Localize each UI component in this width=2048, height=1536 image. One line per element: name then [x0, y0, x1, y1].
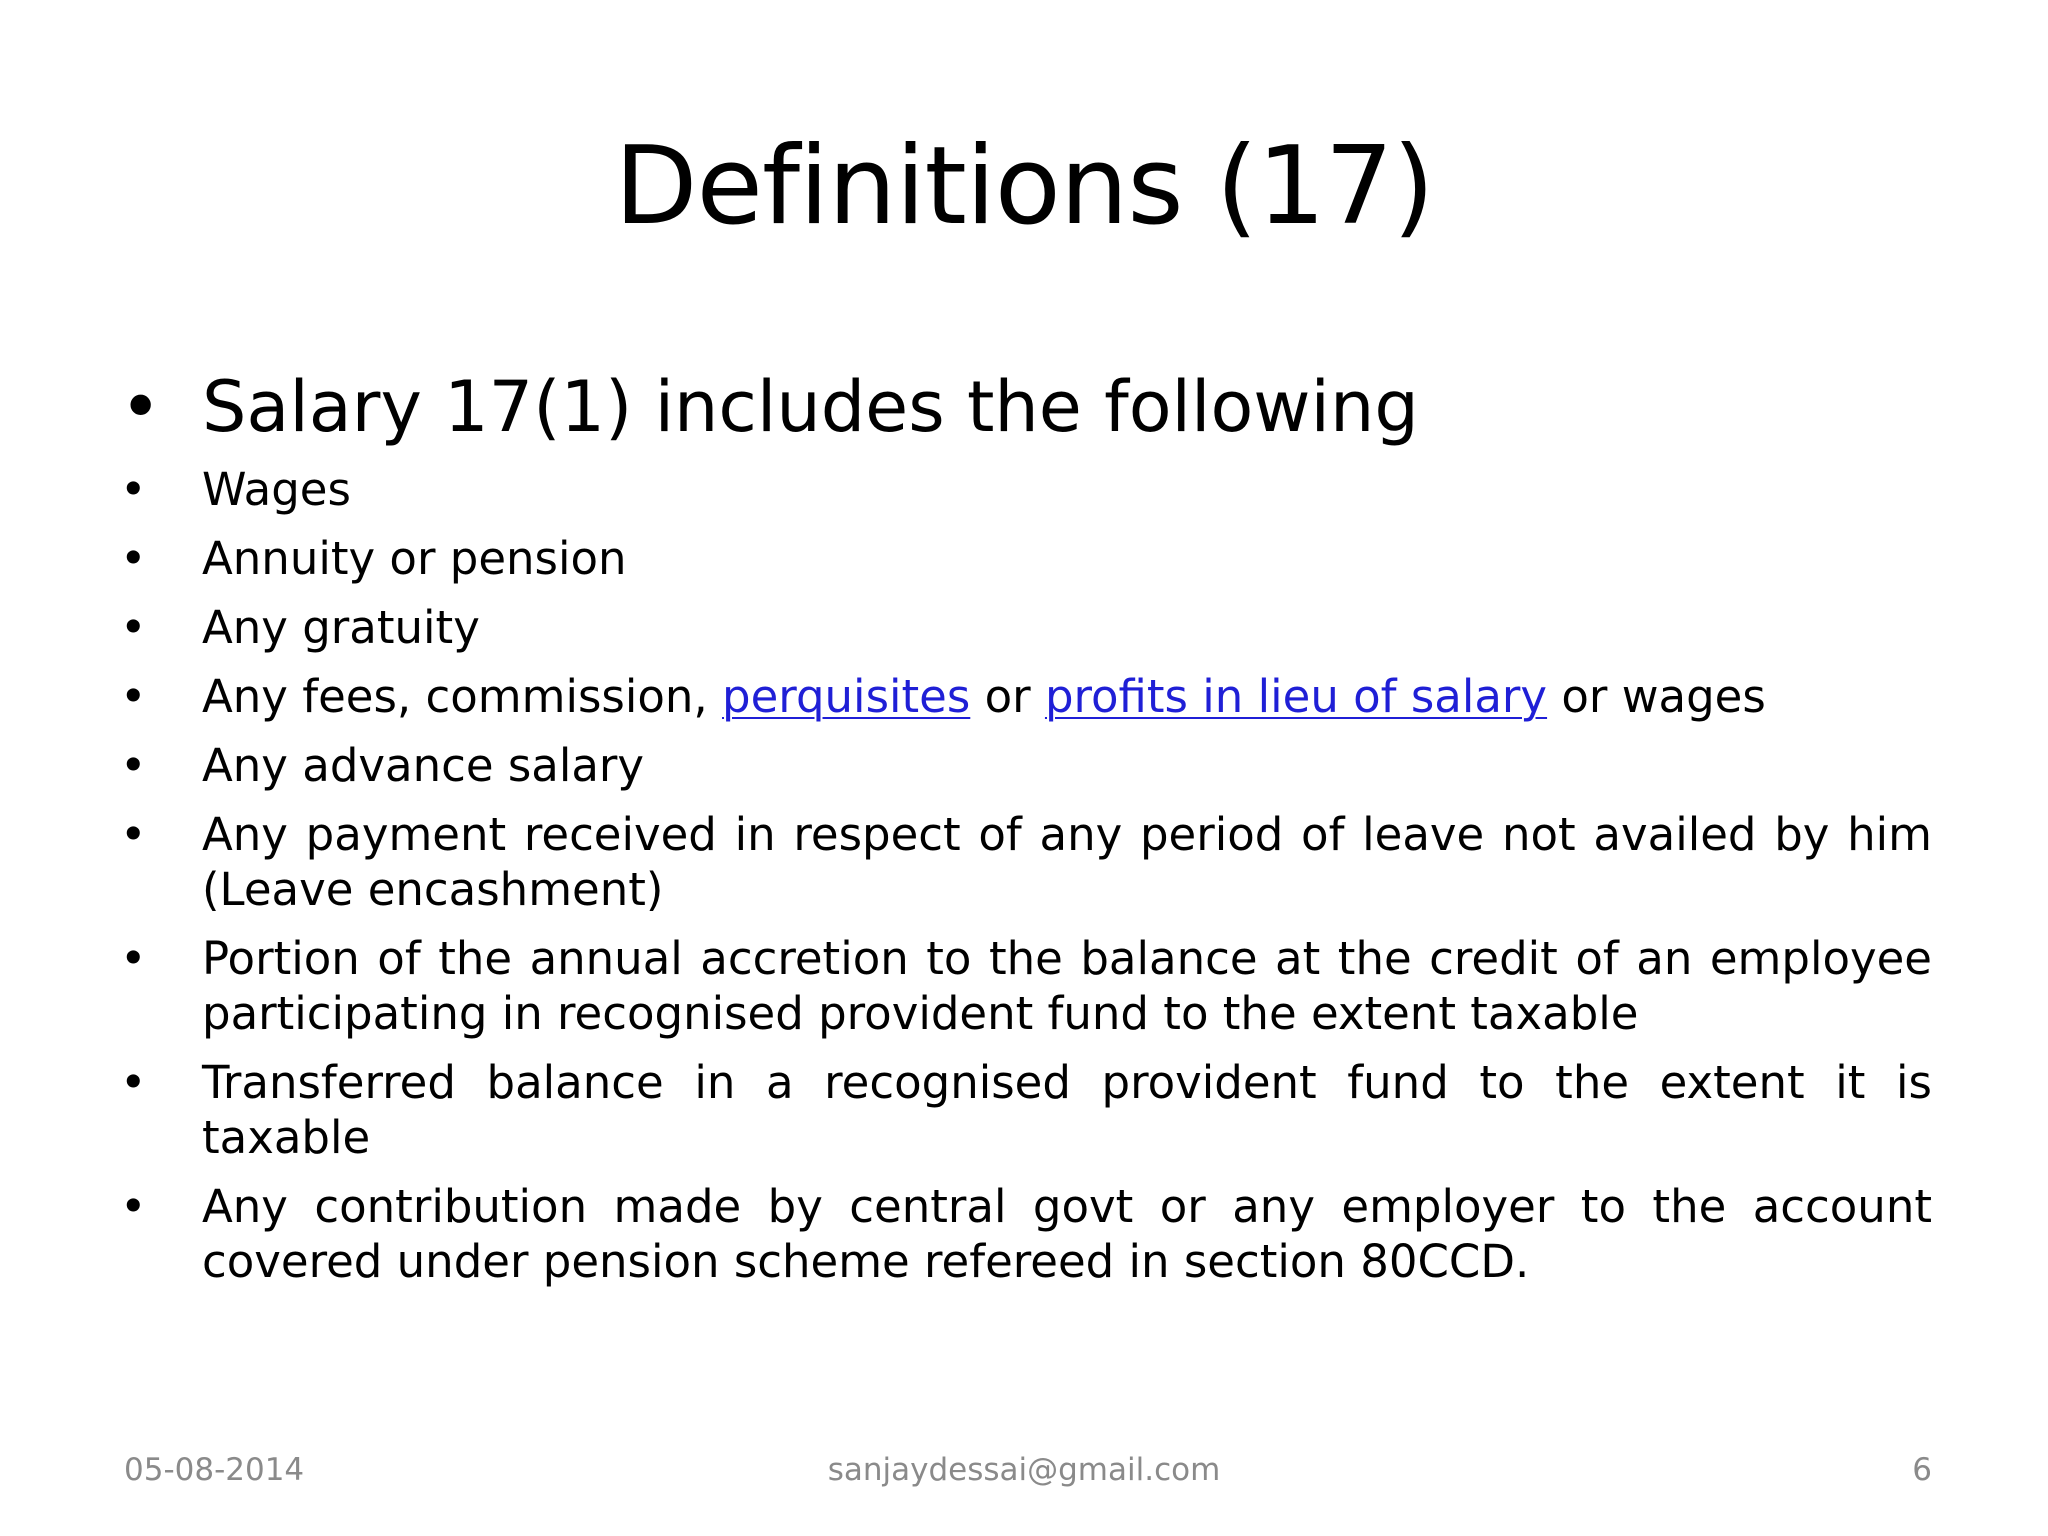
list-item [120, 1055, 1932, 1165]
bullet-text: Any gratuity [202, 601, 480, 654]
bullet-text: Portion of the annual accretion to the balance at the credit of an employee participating in recognised provident fund to the extent taxable [202, 932, 1932, 1040]
bullet-text: Any payment received in respect of any period of leave not availed by him (Leave encashment) [202, 808, 1932, 916]
footer-email: sanjaydessai@gmail.com [827, 1452, 1221, 1488]
bullet-text-middle: or [970, 670, 1045, 723]
bullet-icon: • [120, 1056, 147, 1109]
list-item [120, 600, 1932, 655]
bullet-text: Salary 17(1) includes the following [202, 366, 1419, 448]
list-item [120, 738, 1932, 793]
bullet-icon: • [120, 670, 147, 723]
bullet-text-suffix: or wages [1547, 670, 1766, 723]
list-item [120, 462, 1932, 517]
perquisites-link[interactable]: perquisites [722, 670, 971, 723]
list-item [120, 669, 1932, 724]
profits-in-lieu-of-salary-link[interactable]: profits in lieu of salary [1044, 670, 1548, 723]
list-item [120, 362, 1932, 452]
bullet-icon: • [120, 532, 147, 585]
bullet-text-prefix: Any fees, commission, [202, 670, 723, 723]
slide-title: Definitions (17) [614, 124, 1434, 249]
bullet-icon: • [120, 601, 147, 654]
bullet-text: Any contribution made by central govt or any employer to the account covered under pension scheme refereed in section 80CCD. [202, 1180, 1932, 1288]
bullet-text: Annuity or pension [202, 532, 627, 585]
bullet-icon: • [120, 463, 147, 516]
bullet-list [120, 362, 1932, 1303]
bullet-text: Transferred balance in a recognised provident fund to the extent it is taxable [202, 1056, 1932, 1164]
bullet-icon: • [120, 739, 147, 792]
bullet-icon: • [120, 808, 147, 861]
footer-page-number: 6 [1912, 1452, 1932, 1488]
list-item [120, 531, 1932, 586]
bullet-icon: • [120, 1180, 147, 1233]
list-item [120, 1179, 1932, 1289]
footer-date: 05-08-2014 [124, 1452, 305, 1488]
bullet-text: Any advance salary [202, 739, 645, 792]
list-item [120, 931, 1932, 1041]
list-item [120, 807, 1932, 917]
bullet-icon: • [120, 366, 162, 448]
bullet-text: Wages [202, 463, 351, 516]
bullet-icon: • [120, 932, 147, 985]
